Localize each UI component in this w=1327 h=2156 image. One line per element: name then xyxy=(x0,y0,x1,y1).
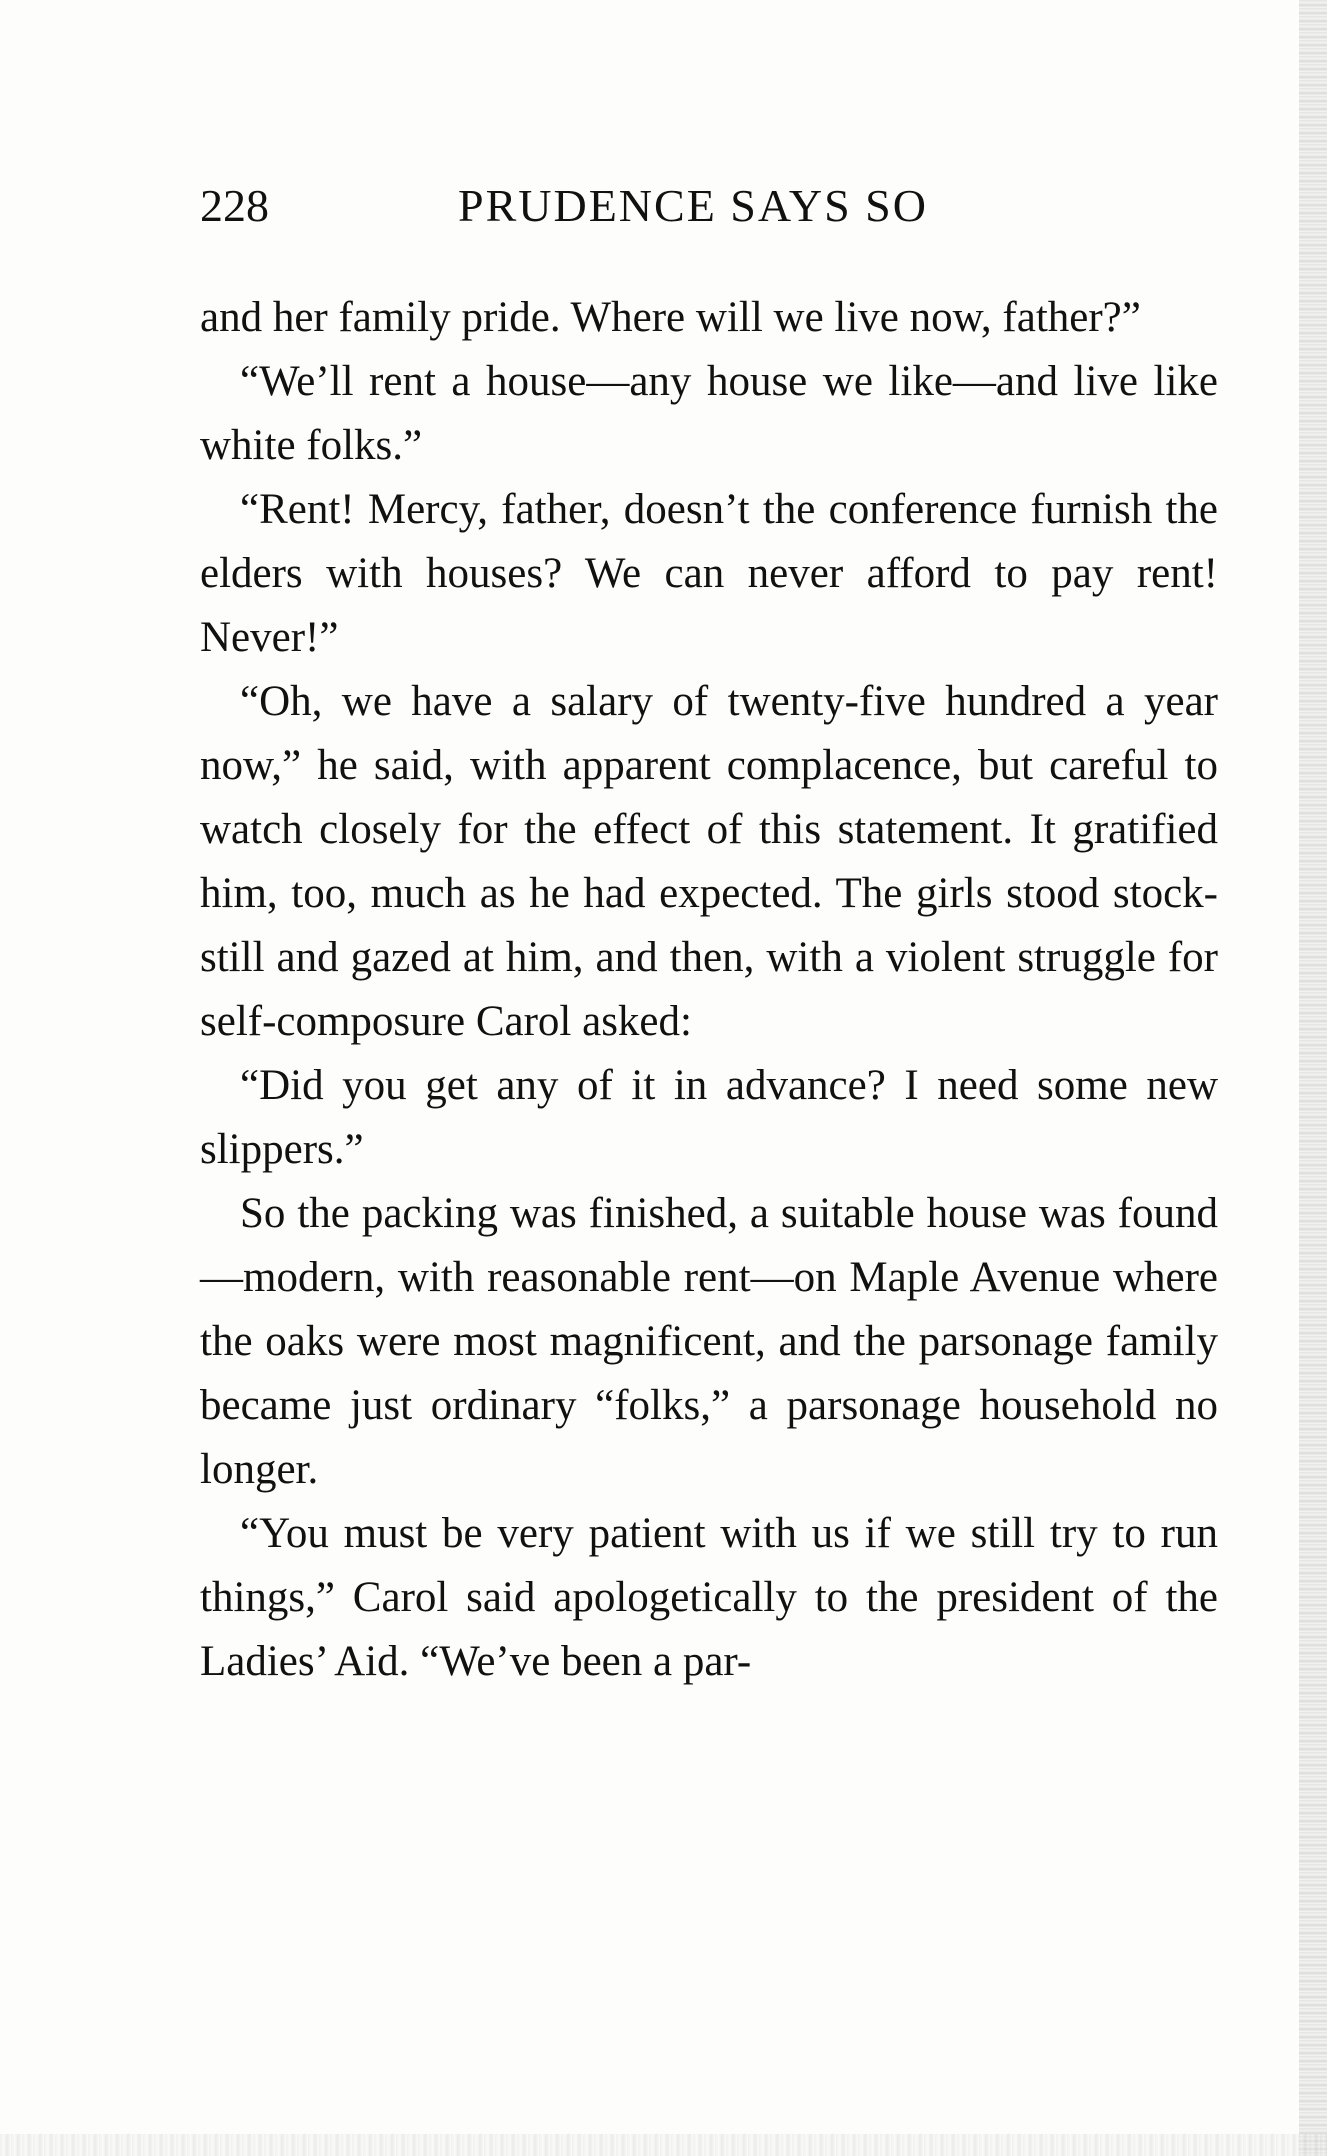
page-bottom-edge xyxy=(0,2134,1327,2156)
page-edge-shadow xyxy=(1299,0,1327,2156)
paragraph: “Rent! Mercy, father, doesn’t the conference furnish the elders with houses? We can never afford to pay rent! Never!” xyxy=(200,486,1218,661)
paragraph: “Did you get any of it in advance? I need some new slippers.” xyxy=(200,1062,1218,1173)
paragraph: and her family pride. Where will we live now, father?” xyxy=(200,294,1141,341)
paragraph: “You must be very patient with us if we still try to run things,” Carol said apologetically to the president of the Ladies’ Aid. “We’ve been a par- xyxy=(200,1510,1218,1685)
running-header xyxy=(200,176,1220,236)
page-number: 228 xyxy=(200,180,269,231)
paragraph: “Oh, we have a salary of twenty-five hundred a year now,” he said, with apparent complacence, but careful to watch closely for the effect of this statement. It gratified him, too, much as he had expected. The girls stood stock-still and gazed at him, and then, with a violent struggle for self-composure Carol asked: xyxy=(200,678,1218,1045)
paragraph: “We’ll rent a house—any house we like—and live like white folks.” xyxy=(200,358,1218,469)
paragraph: So the packing was finished, a suitable house was found—modern, with reasonable rent—on Maple Avenue where the oaks were most magnificent, and the parsonage family became just ordinary “folks,” a parsonage household no longer. xyxy=(200,1190,1218,1493)
running-title: PRUDENCE SAYS SO xyxy=(458,180,928,231)
page-body xyxy=(200,286,1218,1694)
